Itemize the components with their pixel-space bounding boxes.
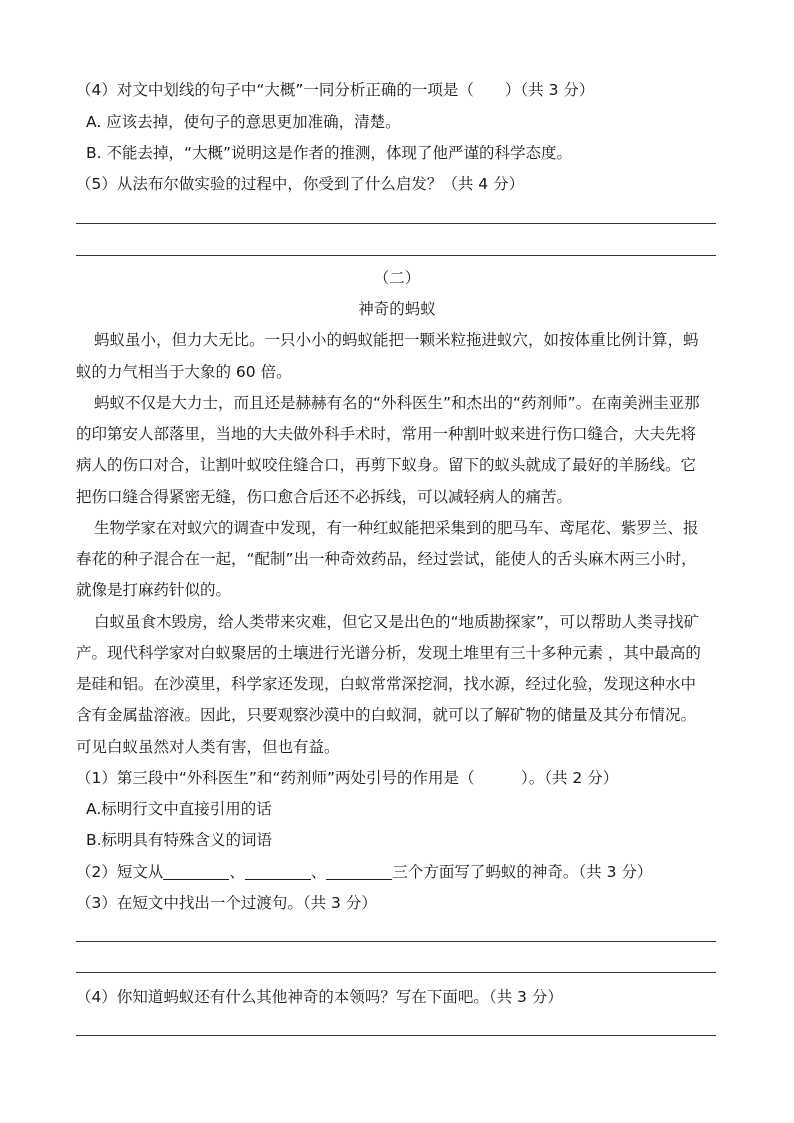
paragraph-line: 春花的种子混合在一起，“配制”出一种奇效药品，经过尝试，能使人的舌头麻木两三小时， — [76, 550, 697, 568]
paragraph-line: 把伤口缝合得紧密无缝，伤口愈合后还不必拆线，可以减轻病人的痛苦。 — [76, 488, 573, 506]
paragraph-line: 蚂蚁不仅是大力士，而且还是赫赫有名的“外科医生”和杰出的“药剂师”。在南美洲圭亚那 — [94, 394, 700, 412]
question-2-prefix: （2）短文从 — [76, 863, 164, 881]
answer-line[interactable] — [76, 1035, 716, 1036]
paragraph-line: 就像是打麻药针似的。 — [76, 581, 232, 599]
paragraph-line: 含有金属盐溶液。因此，只要观察沙漠中的白蚁洞，就可以了解矿物的储量及其分布情况。 — [76, 706, 697, 724]
passage-title: 神奇的蚂蚁 — [358, 300, 436, 318]
option-a: A.标明行文中直接引用的话 — [86, 800, 272, 818]
fill-blank[interactable] — [326, 863, 392, 880]
option-b: B.标明具有特殊含义的词语 — [86, 831, 273, 849]
option-b: B. 不能去掉，“大概”说明这是作者的推测，体现了他严谨的科学态度。 — [86, 144, 573, 162]
question-3: （3）在短文中找出一个过渡句。（共 3 分） — [76, 894, 377, 912]
paragraph-line: 可见白蚁虽然对人类有害，但也有益。 — [76, 738, 340, 756]
paragraph-line: 蚁的力气相当于大象的 60 倍。 — [76, 363, 292, 381]
answer-line[interactable] — [76, 941, 716, 942]
paragraph-line: 的印第安人部落里，当地的大夫做外科手术时，常用一种割叶蚁来进行伤口缝合，大夫先将 — [76, 425, 697, 443]
option-a: A. 应该去掉，使句子的意思更加准确，清楚。 — [86, 113, 401, 131]
separator: 、 — [229, 863, 245, 881]
question-4: （4）对文中划线的句子中“大概”一同分析正确的一项是（ ）（共 3 分） — [76, 81, 595, 99]
question-5: （5）从法布尔做实验的过程中，你受到了什么启发？（共 4 分） — [76, 175, 525, 193]
question-2 — [76, 861, 718, 883]
paragraph-line: 产。现代科学家对白蚁聚居的土壤进行光谱分析，发现土堆里有三十多种元素 ，其中最高的 — [76, 644, 701, 662]
question-4: （4）你知道蚂蚁还有什么其他神奇的本领吗？写在下面吧。（共 3 分） — [76, 988, 563, 1006]
question-2-suffix: 三个方面写了蚂蚁的神奇。（共 3 分） — [392, 863, 653, 881]
fill-blank[interactable] — [163, 863, 229, 880]
answer-line[interactable] — [76, 255, 716, 256]
separator: 、 — [310, 863, 327, 881]
paragraph-line: 蚂蚁虽小，但力大无比。一只小小的蚂蚁能把一颗米粒拖进蚁穴，如按体重比例计算，蚂 — [94, 331, 699, 349]
section-number: （二） — [373, 269, 421, 287]
answer-line[interactable] — [76, 972, 716, 973]
fill-blank[interactable] — [245, 863, 311, 880]
paragraph-line: 生物学家在对蚁穴的调查中发现，有一种红蚁能把采集到的肥马车、鸢尾花、紫罗兰、报 — [94, 519, 699, 537]
answer-line[interactable] — [76, 223, 716, 224]
paragraph-line: 白蚁虽食木毁房，给人类带来灾难，但它又是出色的“地质勘探家”，可以帮助人类寻找矿 — [94, 613, 700, 631]
paragraph-line: 病人的伤口对合，让割叶蚁咬住缝合口，再剪下蚁身。留下的蚁头就成了最好的羊肠线。它 — [76, 456, 697, 474]
question-1: （1）第三段中“外科医生”和“药剂师”两处引号的作用是（ ）。（共 2 分） — [76, 769, 619, 787]
paragraph-line: 是硅和铝。在沙漠里，科学家还发现，白蚁常常深挖洞，找水源，经过化验，发现这种水中 — [76, 675, 697, 693]
